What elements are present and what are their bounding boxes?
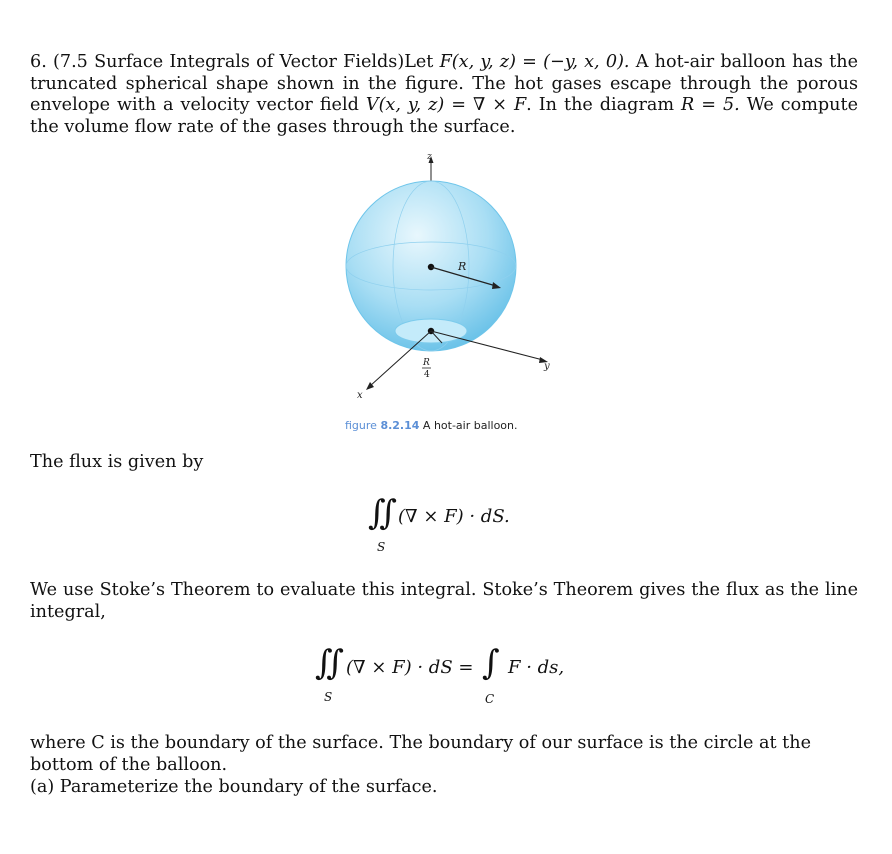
intro-line-3c: We compute bbox=[739, 95, 858, 115]
field-V-definition: V(x, y, z) = ∇ × F bbox=[365, 95, 527, 115]
intro-text-2: A hot-air balloon has the bbox=[629, 52, 858, 72]
problem-topic: (7.5 Surface Integrals of Vector Fields) bbox=[53, 52, 405, 72]
caption-text: A hot-air balloon. bbox=[422, 419, 518, 432]
intro-line-3b: . In the diagram bbox=[526, 95, 682, 115]
intro-text: Let bbox=[404, 52, 440, 72]
eq2-rhs: F · ds, bbox=[508, 657, 565, 678]
boundary-line-2: bottom of the balloon. bbox=[30, 755, 228, 775]
r-over-4-den: 4 bbox=[424, 370, 430, 380]
double-integral-sign: ∬ bbox=[368, 493, 397, 533]
boundary-line-1: where C is the boundary of the surface. The boundary of our surface is the circle at the bbox=[30, 733, 811, 753]
flux-intro: The flux is given by bbox=[30, 452, 204, 472]
eq1-integrand: (∇ × F) · dS. bbox=[398, 506, 510, 527]
radius-label: R bbox=[458, 260, 467, 273]
stokes-line-2: integral, bbox=[30, 601, 106, 622]
radius-value: R = 5. bbox=[681, 95, 740, 115]
intro-line-4: the volume flow rate of the gases through the surface. bbox=[30, 116, 516, 137]
double-integral-sign-2: ∬ bbox=[315, 643, 344, 683]
line-integral-sign: ∫ bbox=[482, 643, 500, 683]
y-axis-label: y bbox=[544, 361, 550, 372]
eq2-lhs: (∇ × F) · dS = bbox=[346, 657, 474, 678]
eq1-domain: S bbox=[377, 540, 386, 554]
boundary-paragraph bbox=[30, 733, 858, 755]
x-axis-label: x bbox=[357, 390, 363, 401]
caption-prefix: figure bbox=[345, 419, 377, 432]
caption-number: 8.2.14 bbox=[380, 419, 420, 432]
r-over-4-num: R bbox=[423, 358, 430, 368]
eq2-domain-s: S bbox=[324, 690, 333, 704]
problem-statement bbox=[30, 52, 858, 138]
z-axis-label: z bbox=[427, 152, 432, 162]
balloon-diagram bbox=[298, 150, 590, 420]
intro-line-3a: envelope with a velocity vector field bbox=[30, 95, 366, 115]
eq2-domain-c: C bbox=[485, 692, 495, 706]
intro-line-2: truncated spherical shape shown in the figure. The hot gases escape through the porous bbox=[30, 73, 858, 94]
field-F-definition: F(x, y, z) = (−y, x, 0). bbox=[439, 52, 630, 72]
stokes-line-1: We use Stoke’s Theorem to evaluate this integral. Stoke’s Theorem gives the flux as the line bbox=[30, 580, 858, 600]
problem-number: 6. bbox=[30, 52, 47, 72]
figure-caption bbox=[345, 419, 518, 432]
balloon-figure bbox=[298, 150, 590, 440]
part-a: (a) Parameterize the boundary of the surface. bbox=[30, 777, 438, 797]
stokes-paragraph bbox=[30, 580, 858, 623]
